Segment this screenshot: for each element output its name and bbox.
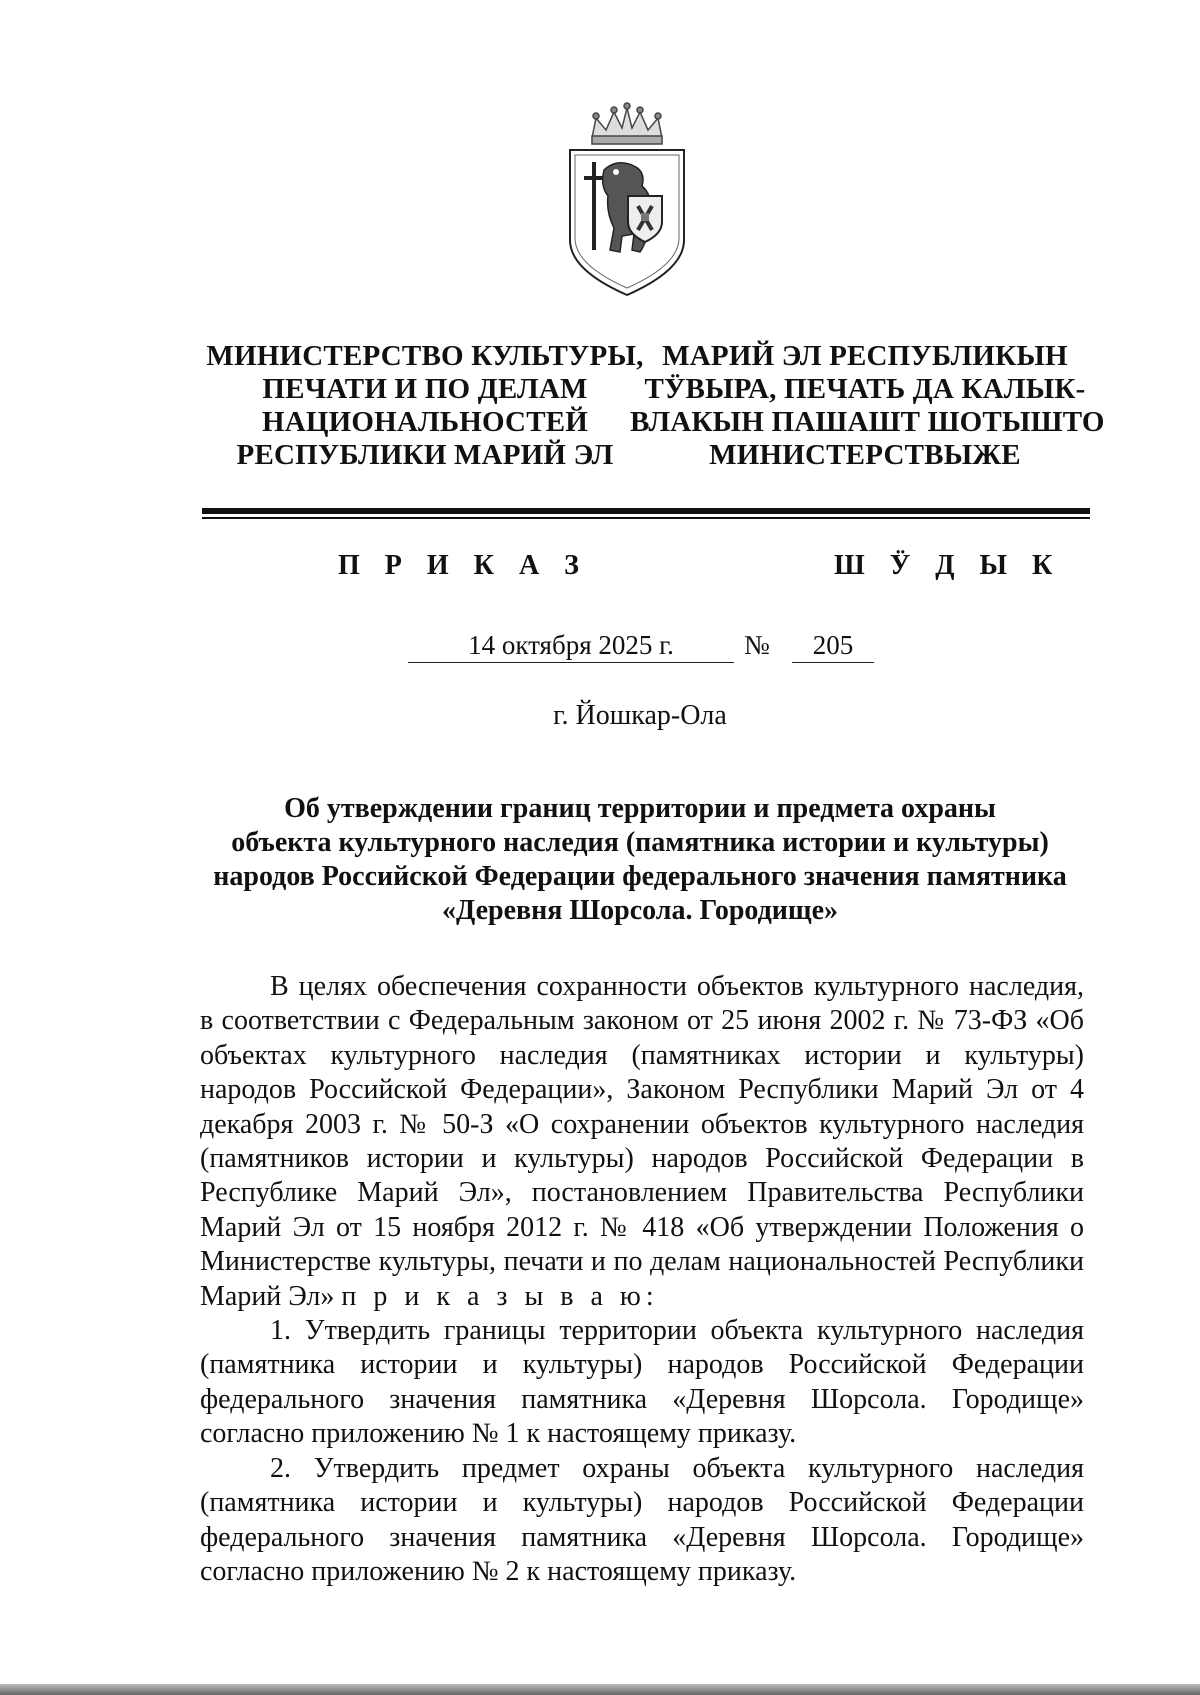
- order-date: 14 октября 2025 г.: [408, 628, 734, 663]
- ministry-name-russian: [190, 340, 660, 472]
- document-title: [200, 792, 1080, 928]
- title-line: объекта культурного наследия (памятника истории и культуры): [231, 827, 1049, 858]
- title-line: народов Российской Федерации федерального значения памятника: [213, 861, 1067, 892]
- header-left-line: ПЕЧАТИ И ПО ДЕЛАМ: [262, 373, 588, 405]
- header-divider-thin: [202, 517, 1090, 519]
- order-word-mari: Ш Ӱ Д Ы К: [834, 550, 1062, 581]
- header-left-line: РЕСПУБЛИКИ МАРИЙ ЭЛ: [236, 439, 614, 471]
- preamble-paragraph: [200, 970, 1084, 1314]
- order-number-label: №: [744, 630, 770, 660]
- item-2-paragraph: 2. Утвердить предмет охраны объекта культурного наследия (памятника истории и культуры) народов Российской Федерации федерального значения памятника «Деревня Шорсола. Городище» согласно приложению № 2 к настоящему приказу.: [200, 1452, 1084, 1587]
- scan-bottom-edge: [0, 1684, 1200, 1695]
- header-left-line: НАЦИОНАЛЬНОСТЕЙ: [261, 406, 589, 438]
- coat-of-arms-emblem: [562, 100, 692, 300]
- decree-word: п р и к а з ы в а ю:: [341, 1280, 659, 1312]
- header-right-line: МИНИСТЕРСТВЫЖЕ: [709, 439, 1021, 471]
- header-left-line: МИНИСТЕРСТВО КУЛЬТУРЫ,: [206, 340, 644, 372]
- title-line: Об утверждении границ территории и предмета охраны: [284, 793, 996, 824]
- document-body: [200, 970, 1084, 1589]
- header-right-line: МАРИЙ ЭЛ РЕСПУБЛИКЫН: [662, 340, 1068, 372]
- item-1-paragraph: 1. Утвердить границы территории объекта культурного наследия (памятника истории и культуры) народов Российской Федерации федерального значения памятника «Деревня Шорсола. Городище» согласно приложению № 1 к настоящему приказу.: [200, 1315, 1084, 1450]
- order-city: г. Йошкар-Ола: [553, 700, 727, 731]
- header-right-line: ВЛАКЫН ПАШАШТ ШОТЫШТО: [630, 406, 1105, 438]
- preamble-text: В целях обеспечения сохранности объектов культурного наследия, в соответствии с Федеральным законом от 25 июня 2002 г. № 73-ФЗ «Об объектах культурного наследия (памятниках истории и культуры) народов Российской Федерации», Законом Республики Марий Эл от 4 декабря 2003 г. № 50-З «О сохранении объектов культурного наследия (памятников истории и культуры) народов Российской Федерации в Республике Марий Эл», постановлением Правительства Республики Марий Эл от 15 ноября 2012 г. № 418 «Об утверждении Положения о Министерстве культуры, печати и по делам национальностей Республики Марий Эл»: [200, 971, 1084, 1312]
- ministry-name-mari: [630, 340, 1105, 472]
- order-number: 205: [792, 628, 874, 663]
- order-word-russian: П Р И К А З: [338, 550, 588, 581]
- title-line: «Деревня Шорсола. Городище»: [441, 895, 838, 926]
- header-right-line: ТӰВЫРА, ПЕЧАТЬ ДА КАЛЫК-: [644, 373, 1086, 405]
- header-divider-thick: [202, 508, 1090, 514]
